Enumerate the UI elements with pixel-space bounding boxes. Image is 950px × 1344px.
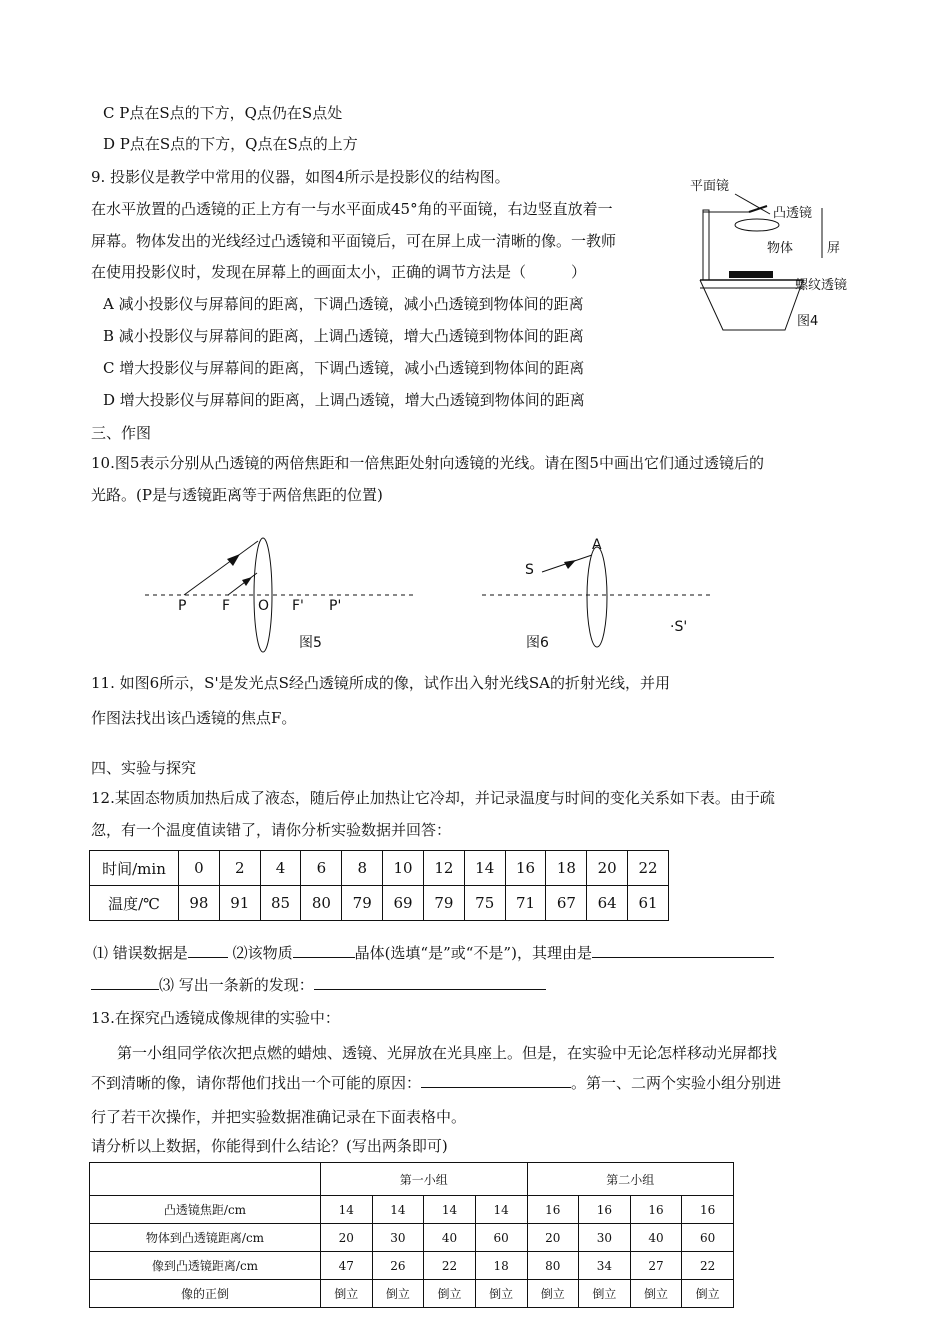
table-row [90,1224,734,1252]
table-cell: 40 [630,1224,682,1252]
fig4-caption: 图4 [797,314,819,329]
q8-option-d: D P点在S点的下方，Q点在S点的上方 [103,135,358,153]
q12-text-1: 12.某固态物质加热后成了液态，随后停止加热让它冷却，并记录温度与时间的变化关系如下表。由于疏 [91,789,775,807]
group-1-header: 第一小组 [321,1163,528,1196]
table-cell: 18 [475,1252,527,1280]
q9-option-b: B 减小投影仪与屏幕间的距离，上调凸透镜，增大凸透镜到物体间的距离 [103,327,584,345]
temperature-cell: 98 [179,886,220,921]
fig6-convex-lens [587,547,607,647]
fig5-ray-from-p [184,541,258,595]
table-cell: 14 [424,1196,476,1224]
temperature-cell: 91 [219,886,260,921]
fig5-ray-from-f [228,573,257,595]
fig5-label-p: P [178,598,187,614]
table-cell: 16 [630,1196,682,1224]
fig5-arrow-f [242,577,252,586]
table-cell: 16 [579,1196,631,1224]
temperature-cell: 75 [464,886,505,921]
q13-text-1: 第一小组同学依次把点燃的蜡烛、透镜、光屏放在光具座上。但是，在实验中无论怎样移动光屏都找 [117,1044,778,1062]
q13-text-2 [91,1073,781,1093]
table-cell: 27 [630,1252,682,1280]
time-cell: 2 [219,851,260,886]
temperature-cell: 64 [587,886,628,921]
table-cell: 倒立 [372,1280,424,1308]
table-cell: 倒立 [682,1280,734,1308]
q13-blank-reason[interactable] [421,1073,571,1088]
table-cell: 80 [527,1252,579,1280]
table-cell: 倒立 [475,1280,527,1308]
fig5-label-p-prime: P' [329,598,342,614]
fig5-arrow-p [227,554,240,566]
q13-text-2b: 。第一、二两个实验小组分别进 [571,1074,782,1092]
table-row-time [90,851,669,886]
table-row [90,1196,734,1224]
table-cell: 30 [372,1224,424,1252]
table-cell: 60 [682,1224,734,1252]
fig5-caption: 图5 [299,635,322,651]
table-cell: 14 [372,1196,424,1224]
row-label: 物体到凸透镜距离/cm [90,1224,321,1252]
fig4-object [729,271,773,278]
table-corner-cell [90,1163,321,1196]
time-cell: 18 [546,851,587,886]
time-cell: 16 [505,851,546,886]
temperature-cell: 67 [546,886,587,921]
table-cell: 20 [527,1224,579,1252]
table-row [90,1280,734,1308]
q13-text-2a: 不到清晰的像，请你帮他们找出一个可能的原因： [91,1074,422,1092]
temperature-cell: 79 [423,886,464,921]
q12-text-2: 忽，有一个温度值读错了，请你分析实验数据并回答： [91,821,452,839]
fig6-label-s-prime: ·S' [670,619,688,635]
q13-title: 13.在探究凸透镜成像规律的实验中： [91,1009,340,1027]
temperature-cell: 85 [260,886,301,921]
table-cell: 倒立 [579,1280,631,1308]
table-cell: 40 [424,1224,476,1252]
q11-text-1: 11. 如图6所示，S'是发光点S经凸透镜所成的像，试作出入射光线SA的折射光线，并用 [91,674,670,692]
fig4-stand [703,210,709,280]
row-label: 像的正倒 [90,1280,321,1308]
q13-text-3: 行了若干次操作，并把实验数据准确记录在下面表格中。 [91,1108,467,1126]
q12-answer-1-label: ⑴ 错误数据是 [93,944,188,962]
q12-answer-line-2 [91,975,546,995]
fig4-screen-label: 屏 [827,241,841,256]
group-2-header: 第二小组 [527,1163,734,1196]
table-cell: 22 [424,1252,476,1280]
q9-text-2: 屏幕。物体发出的光线经过凸透镜和平面镜后，可在屏上成一清晰的像。一教师 [91,232,617,250]
table-cell: 16 [682,1196,734,1224]
table-cell: 倒立 [424,1280,476,1308]
row-label: 像到凸透镜距离/cm [90,1252,321,1280]
q9-text-3: 在使用投影仪时，发现在屏幕上的画面太小，正确的调节方法是（ ） [91,263,587,281]
table-cell: 20 [321,1224,373,1252]
lens-experiment-table [89,1162,734,1308]
fig4-screw-lens-label: 螺纹透镜 [795,278,848,293]
table-cell: 倒立 [630,1280,682,1308]
q10-text-1: 10.图5表示分别从凸透镜的两倍焦距和一倍焦距处射向透镜的光线。请在图5中画出它们通过透镜后的 [91,454,764,472]
fig4-lens-label: 凸透镜 [773,206,813,221]
q9-text-1: 在水平放置的凸透镜的正上方有一与水平面成45°角的平面镜，右边竖直放着一 [91,200,613,218]
fig5-label-f: F [222,598,231,614]
q9-option-a: A 减小投影仪与屏幕间的距离，下调凸透镜，减小凸透镜到物体间的距离 [103,295,584,313]
q12-blank-finding[interactable] [314,975,546,990]
figure-5 [140,535,420,660]
time-cell: 14 [464,851,505,886]
time-cell: 20 [587,851,628,886]
table-row-header [90,1163,734,1196]
q8-option-c: C P点在S点的下方，Q点仍在S点处 [103,104,343,122]
table-cell: 倒立 [527,1280,579,1308]
q12-blank-reason-cont[interactable] [91,975,159,990]
time-header: 时间/min [90,851,179,886]
table-cell: 26 [372,1252,424,1280]
q12-answer-2-label: ⑵该物质 [232,944,293,962]
table-cell: 30 [579,1224,631,1252]
table-cell: 14 [475,1196,527,1224]
fig6-caption: 图6 [526,635,549,651]
time-cell: 8 [342,851,383,886]
time-cell: 22 [628,851,669,886]
q12-blank-wrong-data[interactable] [188,943,228,958]
temperature-cell: 61 [628,886,669,921]
table-cell: 14 [321,1196,373,1224]
q10-text-2: 光路。(P是与透镜距离等于两倍焦距的位置) [91,486,383,504]
table-cell: 22 [682,1252,734,1280]
table-cell: 60 [475,1224,527,1252]
table-cell: 47 [321,1252,373,1280]
row-label: 凸透镜焦距/cm [90,1196,321,1224]
q9-title: 9. 投影仪是教学中常用的仪器，如图4所示是投影仪的结构图。 [91,168,510,186]
fig4-mirror-label: 平面镜 [690,179,730,194]
table-row [90,1252,734,1280]
q12-blank-reason[interactable] [592,943,774,958]
time-cell: 0 [179,851,220,886]
q9-option-d: D 增大投影仪与屏幕间的距离，上调凸透镜，增大凸透镜到物体间的距离 [103,391,585,409]
fig6-arrow [564,560,576,569]
fig6-label-s: S [525,562,534,578]
time-temperature-table [89,850,669,921]
fig5-label-f-prime: F' [292,598,304,614]
time-cell: 10 [383,851,424,886]
q12-answer-2-rest: 晶体(选填“是”或“不是”)，其理由是 [354,944,592,962]
time-cell: 6 [301,851,342,886]
q9-option-c: C 增大投影仪与屏幕间的距离，下调凸透镜，减小凸透镜到物体间的距离 [103,359,585,377]
time-cell: 12 [423,851,464,886]
time-cell: 4 [260,851,301,886]
table-row-temperature [90,886,669,921]
temperature-header: 温度/℃ [90,886,179,921]
table-cell: 16 [527,1196,579,1224]
q13-text-4: 请分析以上数据，你能得到什么结论？(写出两条即可) [91,1137,448,1155]
figure-4-projector [685,170,860,340]
table-cell: 34 [579,1252,631,1280]
section-4-heading: 四、实验与探究 [91,759,197,777]
fig5-label-o: O [258,598,270,614]
temperature-cell: 80 [301,886,342,921]
fig4-object-label: 物体 [767,241,794,256]
figure-6 [480,535,715,660]
fig5-convex-lens [254,538,272,652]
q12-answer-line-1 [93,943,774,963]
q11-text-2: 作图法找出该凸透镜的焦点F。 [91,709,297,727]
q12-answer-3-label: ⑶ 写出一条新的发现： [159,976,314,994]
section-3-heading: 三、作图 [91,424,152,442]
temperature-cell: 71 [505,886,546,921]
fig6-label-a: A [592,537,602,553]
table-cell: 倒立 [321,1280,373,1308]
temperature-cell: 79 [342,886,383,921]
q12-blank-crystal[interactable] [293,943,355,958]
temperature-cell: 69 [383,886,424,921]
